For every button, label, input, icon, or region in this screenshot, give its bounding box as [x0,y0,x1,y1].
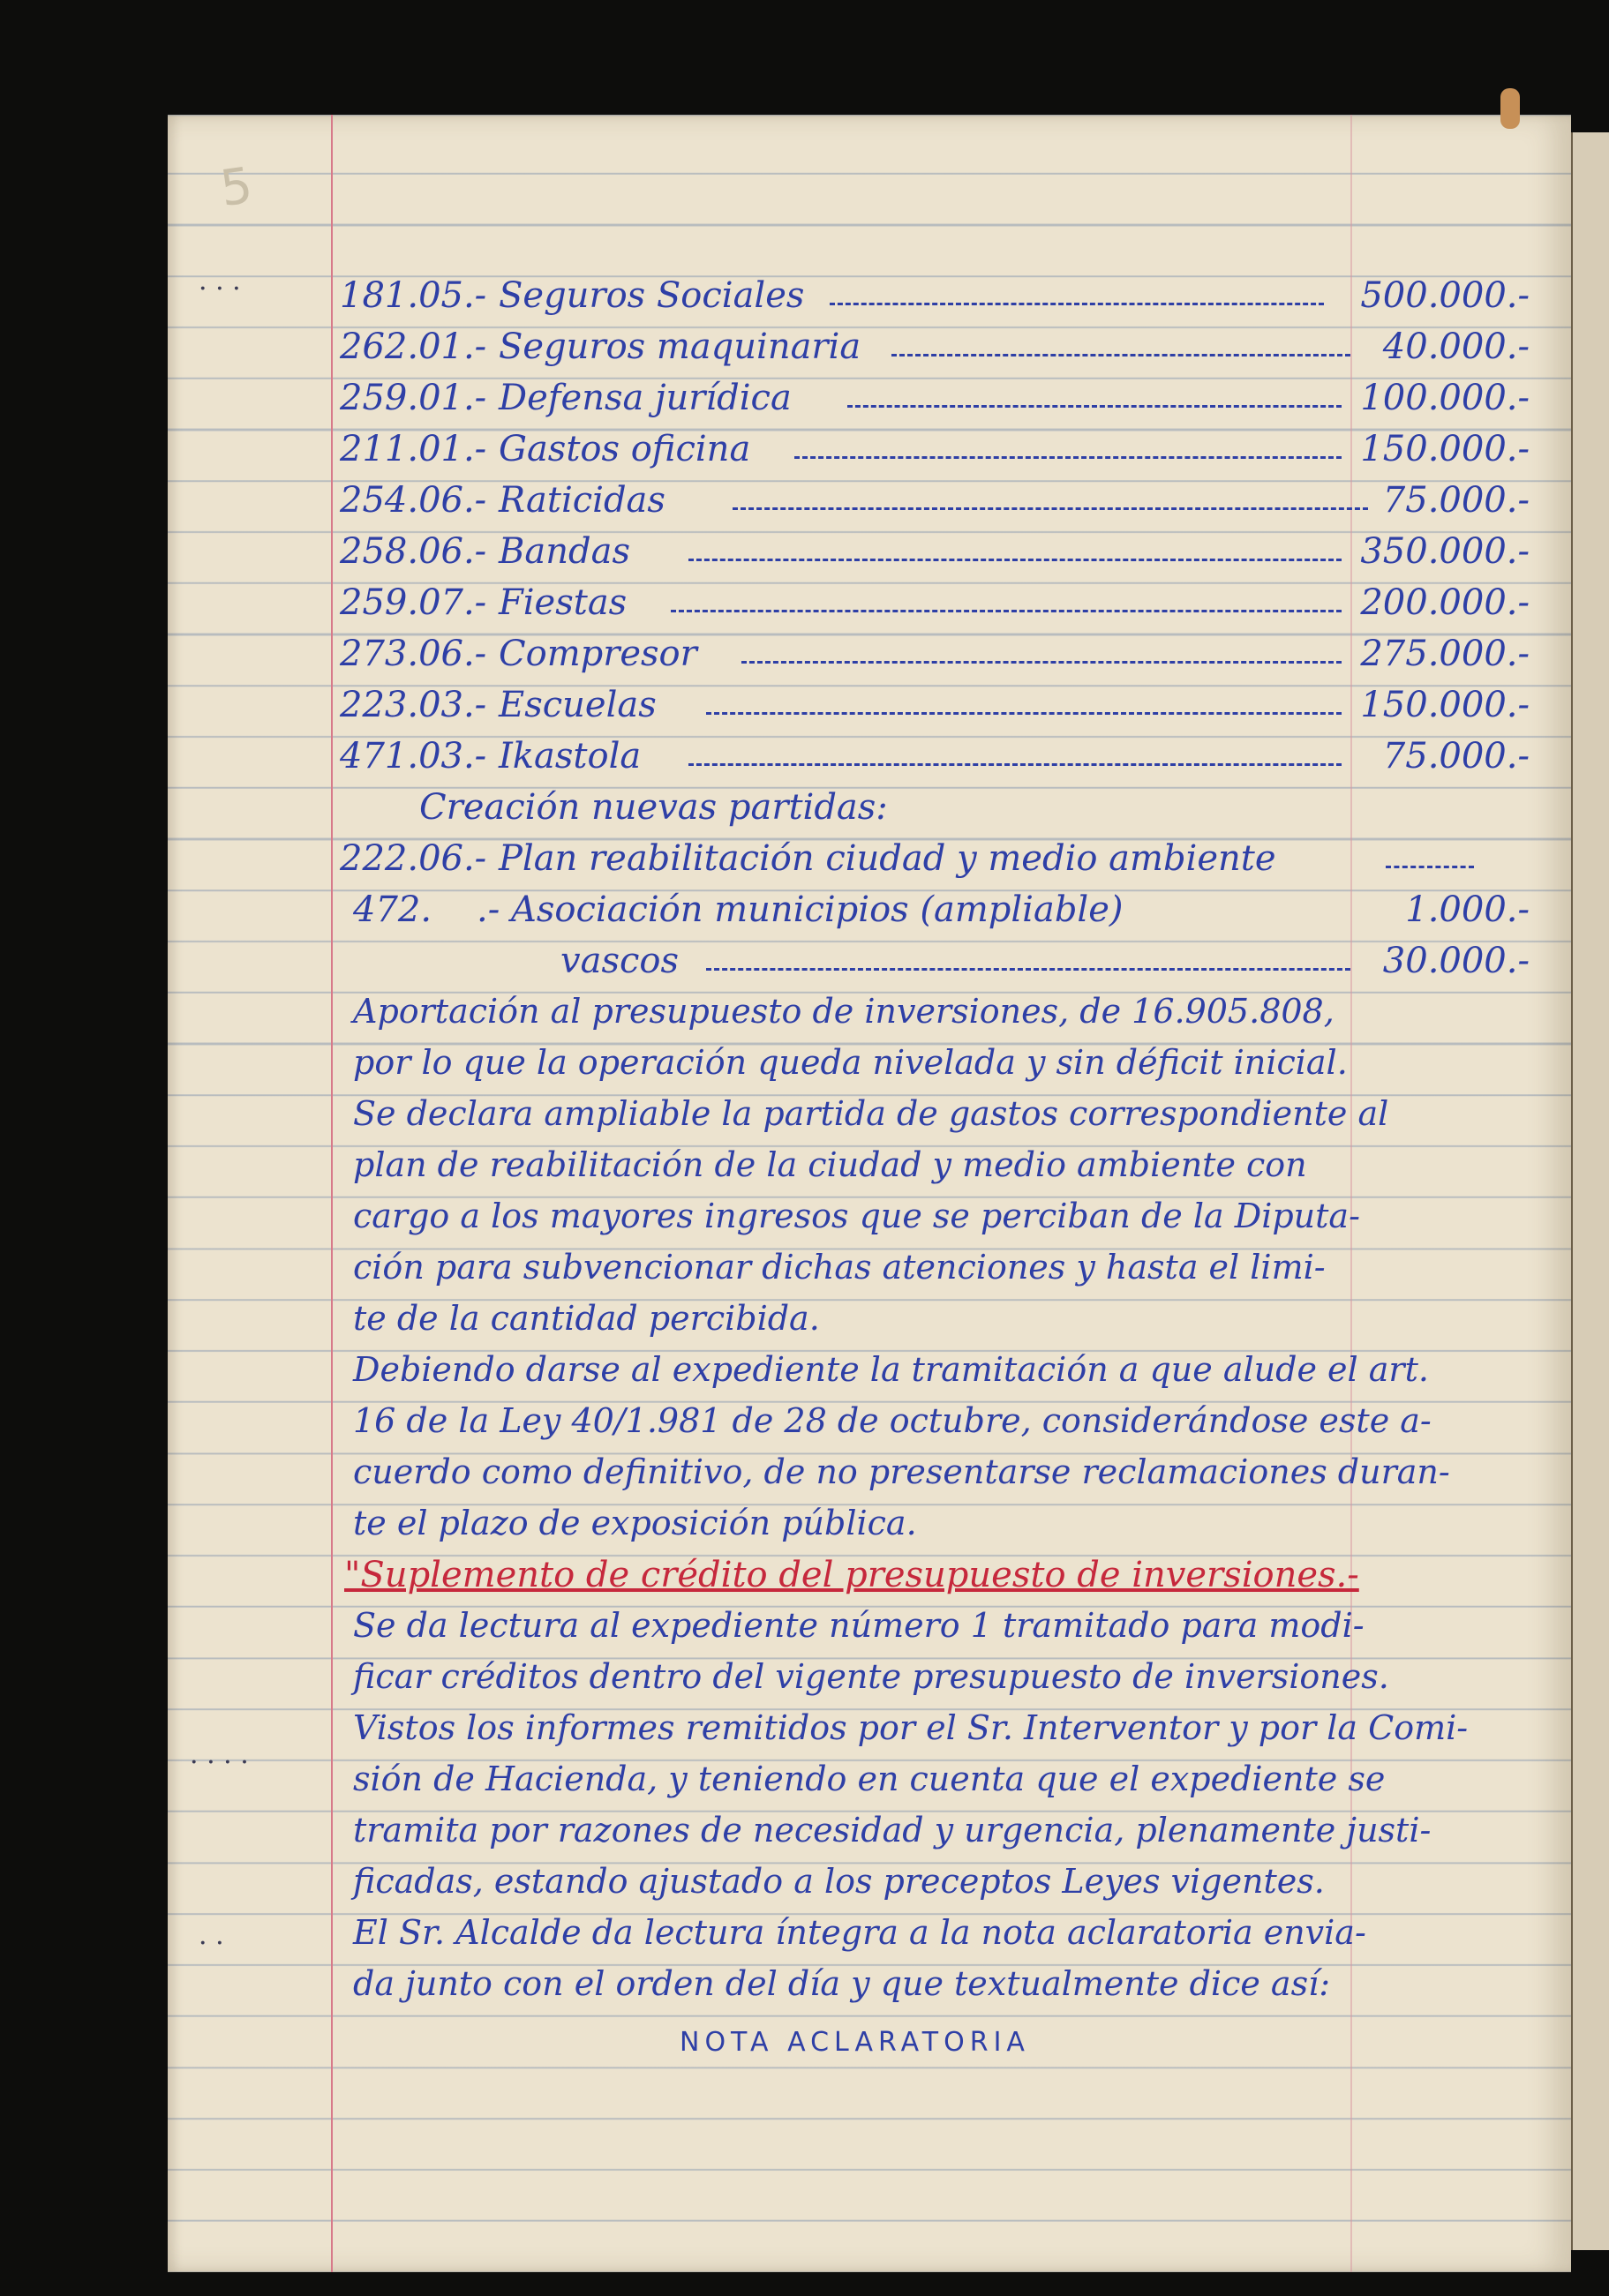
entry-code: 262.01.- [340,326,487,367]
entry-amount: 40.000.- [1382,326,1530,367]
entry-amount: 75.000.- [1382,480,1530,521]
entry-name: Seguros Sociales [499,275,805,316]
footer-heading: NOTA ACLARATORIA [680,2027,1030,2058]
margin-mark: · · · · [190,1747,249,1778]
entry-name: vascos [560,941,679,981]
entry-name: Gastos oficina [499,429,751,469]
entry-name: Defensa jurídica [499,378,792,418]
leader-dots [733,507,1368,510]
paragraph-line: plan de reabilitación de la ciudad y medio ambiente con [353,1145,1307,1184]
entry-amount: 100.000.- [1360,378,1530,418]
leader-dots [847,405,1342,408]
entry-name: Ikastola [499,736,642,777]
leader-dots [671,610,1342,612]
paragraph-line: cargo a los mayores ingresos que se perciban de la Diputa- [353,1197,1360,1235]
entry-amount: 1.000.- [1405,889,1530,930]
adjacent-page-edge [1571,132,1609,2250]
entry-amount: 150.000.- [1360,685,1530,725]
entry-code: 211.01.- [340,429,487,469]
paragraph-line: por lo que la operación queda nivelada y sin déficit inicial. [353,1043,1348,1082]
entry-code: 259.01.- [340,378,487,418]
entry-amount: 275.000.- [1360,634,1530,674]
entry-code: 258.06.- [340,531,487,572]
page-number: 5 [216,156,256,219]
margin-mark: · · [199,1928,224,1959]
entry-name: Fiestas [499,582,628,623]
entry-code: 259.07.- [340,582,487,623]
entry-name: Compresor [499,634,697,674]
paragraph-line: cuerdo como definitivo, de no presentarse reclamaciones duran- [353,1452,1450,1491]
entry-name: Bandas [499,531,630,572]
margin-mark: · · · [199,274,241,304]
entry-code: 471.03.- [340,736,487,777]
entry-name: Seguros maquinaria [499,326,861,367]
entry-code: 273.06.- [340,634,487,674]
entry-name: Escuelas [499,685,657,725]
paragraph-line: sión de Hacienda, y teniendo en cuenta que el expediente se [353,1760,1386,1798]
paragraph-line: Vistos los informes remitidos por el Sr. Interventor y por la Comi- [353,1708,1469,1747]
entry-amount: 200.000.- [1360,582,1530,623]
entry-code: 181.05.- [340,275,487,316]
leader-dots [706,968,1350,971]
leader-dots [1386,866,1474,868]
entry-code: 222.06.- [340,838,487,879]
paragraph-line: Aportación al presupuesto de inversiones, de 16.905.808, [353,992,1335,1031]
margin-line [331,115,333,2272]
new-items-heading: Creación nuevas partidas: [419,787,888,828]
paragraph-line: 16 de la Ley 40/1.981 de 28 de octubre, considerándose este a- [353,1401,1432,1440]
paragraph-line: Se da lectura al expediente número 1 tramitado para modi- [353,1606,1365,1645]
binder-clip [1500,88,1520,129]
section-title: "Suplemento de crédito del presupuesto de inversiones.- [344,1555,1359,1595]
entry-code: 472. [353,889,432,930]
paragraph-line: ficadas, estando ajustado a los preceptos Leyes vigentes. [353,1862,1325,1901]
paragraph-line: ción para subvencionar dichas atenciones y hasta el limi- [353,1248,1326,1287]
entry-amount: 150.000.- [1360,429,1530,469]
paragraph-line: te el plazo de exposición pública. [353,1504,917,1542]
paragraph-line: tramita por razones de necesidad y urgencia, plenamente justi- [353,1811,1432,1850]
leader-dots [830,303,1324,305]
entry-code: 254.06.- [340,480,487,521]
paragraph-line: Se declara ampliable la partida de gastos correspondiente al [353,1094,1389,1133]
entry-amount: 75.000.- [1382,736,1530,777]
paragraph-line: da junto con el orden del día y que textualmente dice así: [353,1964,1331,2003]
entry-name: Plan reabilitación ciudad y medio ambiente [499,838,1276,879]
leader-dots [688,763,1342,766]
leader-dots [891,354,1350,356]
entry-name: Raticidas [499,480,665,521]
entry-amount: 350.000.- [1360,531,1530,572]
entry-amount: 30.000.- [1382,941,1530,981]
leader-dots [706,712,1342,715]
entry-amount: 500.000.- [1360,275,1530,316]
paragraph-line: te de la cantidad percibida. [353,1299,820,1338]
paragraph-line: El Sr. Alcalde da lectura íntegra a la nota aclaratoria envia- [353,1913,1366,1952]
paragraph-line: ficar créditos dentro del vigente presupuesto de inversiones. [353,1657,1389,1696]
leader-dots [688,559,1342,561]
paragraph-line: Debiendo darse al expediente la tramitación a que alude el art. [353,1350,1429,1389]
entry-code: 223.03.- [340,685,487,725]
leader-dots [794,456,1342,459]
entry-name: .- Asociación municipios (ampliable) [477,889,1124,930]
leader-dots [741,661,1342,664]
